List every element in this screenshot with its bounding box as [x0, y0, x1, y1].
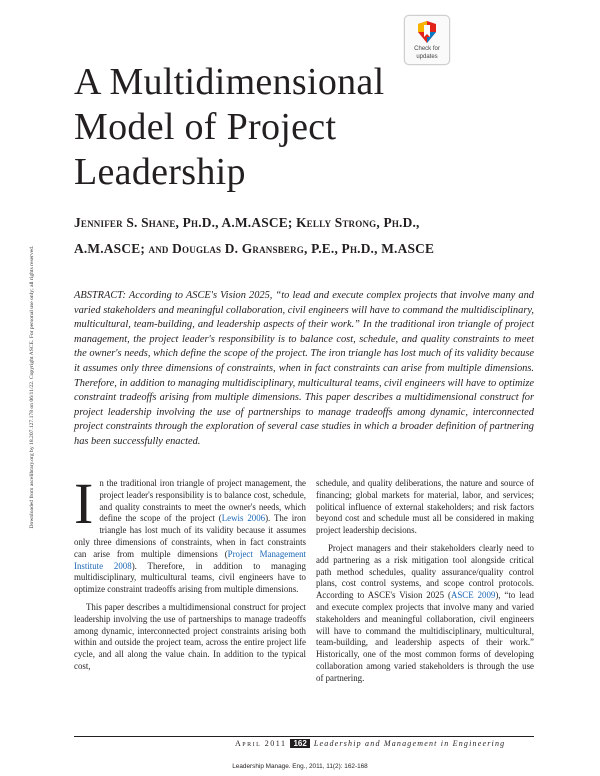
title-line-1: A Multidimensional [74, 61, 385, 103]
right-p2-end: ), “to lead and execute complex projects that involve many and varied stakeholders and meaningful collaboration, civil engineers will have to command the multidisciplinary, multicultural, team-building, and leadership aspects of their work.” Historically, one of the most common forms of developing collaboration among varied stakeholders is through the use of partnering. [316, 590, 534, 683]
body-left-column [74, 471, 306, 673]
badge-line-1: Check for [414, 46, 440, 52]
page-footer [235, 739, 505, 748]
page-number: 162 [290, 739, 309, 748]
left-p1-mid: ). The iron triangle has lost much of its validity because it assumes only three dimensions of constraints, when in fact constraints can arise from multiple dimensions ( [74, 513, 306, 559]
right-p2-start: Project managers and their stakeholders clearly need to add partnering as a risk mitigation tool alongside critical path method schedules, quality assurance/quality control plans, cost control systems, and scope control protocols. According to ASCE's Vision 2025 ( [316, 542, 534, 601]
right-p1: schedule, and quality deliberations, the nature and source of financing; global markets for material, labor, and services; political influence of external stakeholders; and risk factors beyond cost and schedule must all be considered in making project leadership decisions. [316, 478, 534, 536]
left-p1-end: ). Therefore, in addition to managing multidisciplinary, multicultural teams, civil engineers have to optimize constraint tradeoffs arising from multiple dimensions. [74, 560, 306, 595]
authors-line-1: Jennifer S. Shane, Ph.D., A.M.ASCE; Kelly Strong, Ph.D., [74, 215, 420, 230]
paper-title [74, 60, 494, 195]
check-for-updates-badge[interactable] [404, 15, 450, 65]
title-line-3: Leadership [74, 151, 246, 193]
abstract: ABSTRACT: According to ASCE's Vision 2025, “to lead and execute complex projects that involve many and varied stakeholders and meaningful collaboration, civil engineers will have to command the multidisciplinary, multicultural, team-building, and leadership aspects of their work.” In the traditional iron triangle of project management, the project leader's responsibility is to balance cost, schedule, and quality constraints to meet the owner's needs, which define the scope of the project. The iron triangle has lost much of its validity because it assumes only three dimensions of constraints, when in fact constraints can arise from multiple dimensions. Therefore, in addition to managing multidisciplinary, multicultural teams, civil engineers will have to optimize constraint tradeoffs arising from multiple dimensions. This paper describes a multidimensional construct for project leadership involving the use of partnerships to manage tradeoffs among dynamic, interconnected project constraints through the exploration of several case studies in which a broader definition of partnering has been successfully enacted. [74, 290, 534, 447]
ref-pmi-link[interactable]: Project Management Institute 2008 [74, 548, 306, 571]
title-line-2: Model of Project [74, 106, 337, 148]
crossmark-icon [416, 20, 438, 44]
ref-lewis-link[interactable]: Lewis 2006 [221, 513, 266, 524]
footer-month: April 2011 [235, 739, 287, 748]
drop-cap: I [74, 471, 94, 536]
left-p1-start: n the traditional iron triangle of project management, the project leader's responsibility is to balance cost, schedule, and quality constraints to meet the owner's needs, which define the scope of the project ( [99, 478, 306, 524]
authors-line-2: A.M.ASCE; and Douglas D. Gransberg, P.E., Ph.D., M.ASCE [74, 241, 435, 256]
badge-line-2: updates [416, 54, 438, 60]
ref-asce-link[interactable]: ASCE 2009 [450, 590, 496, 601]
journal-name: Leadership and Management in Engineering [313, 739, 506, 748]
footer-rule [74, 736, 534, 737]
body-right-column [316, 478, 534, 685]
citation-line: Leadership Manage. Eng., 2011, 11(2): 162-168 [232, 763, 368, 770]
left-p2: This paper describes a multidimensional construct for project leadership involving the use of partnerships to manage tradeoffs among dynamic, interconnected project constraints arising both within and outside the project team, across the entire project life cycle, and all along the value chain. In addition to the typical cost, [74, 601, 306, 671]
download-notice: Downloaded from ascelibrary.org by 18.207.127.178 on 06/11/22. Copyright ASCE. For personal use only; all rights reserved. [29, 245, 35, 529]
author-list [74, 210, 544, 262]
